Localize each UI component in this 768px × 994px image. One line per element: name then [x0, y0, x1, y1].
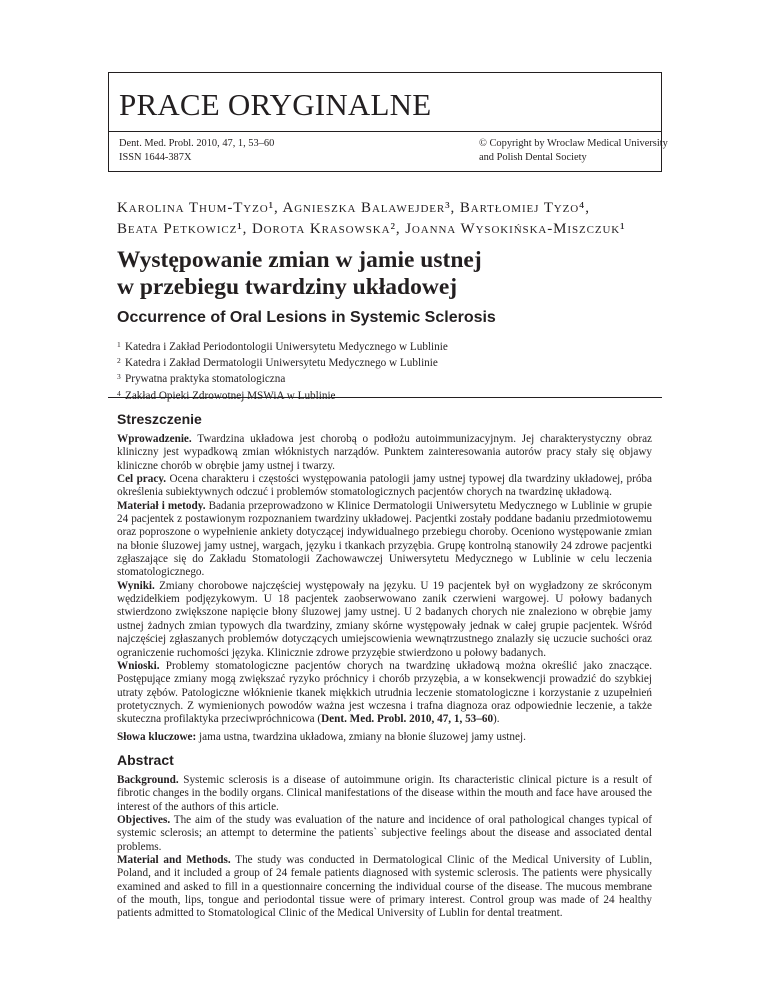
abstract-paragraph [117, 580, 652, 660]
keywords-label: Słowa kluczowe: [117, 730, 197, 743]
paragraph-text: The study was conducted in Dermatological Clinic of the Medical University of Lublin, Poland, and it included a group of 24 female patients diagnosed with systemic sclerosis. The patients were physically examined and asked to fill in a questionnaire concerning the individual course of the disease. The mucous membrane of the mouth, lips, tongue and periodontal tissue were of primary interest. Control group was made of 24 healthy patients admitted to Stomatological Clinic of the Medical University of Lublin for dental treatment. [117, 854, 652, 920]
paragraph-text: ). [493, 713, 500, 726]
abstract-paragraph [117, 433, 652, 473]
keywords-text: jama ustna, twardzina układowa, zmiany na błonie śluzowej jamy ustnej. [196, 730, 526, 743]
paragraph-text: Twardzina układowa jest chorobą o podłożu autoimmunizacyjnym. Jej charakterystyczny obraz kliniczny jest wypadkową zmian włóknistych narządów. Punktem zainteresowania autorów pracy stały się objawy kliniczne chorób w obrębie jamy ustnej i twarzy. [117, 433, 652, 472]
abstract-paragraph [117, 500, 652, 580]
issn-line: ISSN 1644-387X [119, 152, 192, 163]
citation-line: Dent. Med. Probl. 2010, 47, 1, 53–60 [119, 138, 275, 149]
paragraph-label: Material and Methods. [117, 854, 231, 867]
abstract-paragraph [117, 473, 652, 500]
author-line: Beata Petkowicz¹, Dorota Krasowska², Joanna Wysokińska-Miszczuk¹ [117, 221, 626, 237]
affiliation-number: 2 [117, 356, 121, 366]
paragraph-label: Cel pracy. [117, 473, 167, 486]
article-title-polish [117, 247, 677, 301]
paragraph-label: Wyniki. [117, 579, 155, 592]
paragraph-text: Zmiany chorobowe najczęściej występowały na języku. U 19 pacjentek był on wygładzony ze skróconym wędzidełkiem podjęzykowym. U 18 pacjentek zaobserwowano zanik czerwieni wargowej. U połowy badanych stwierdzono zwiększone napięcie błony śluzowej jamy ustnej. U 2 badanych chorych nie znaleziono w obrębie jamy ustnej żadnych zmian typowych dla twardziny, zmiany skórne występowały jednak w całej grupie pacjentek. Wśród najczęściej zgłaszanych problemów dotyczących umiejscowienia wewnątrzustnego znalazły się uczucie suchości oraz ograniczenie ruchomości języka. Klinicznie zdrowe przyzębie stwierdzono u połowy badanych. [117, 579, 652, 659]
paragraph-text: Badania przeprowadzono w Klinice Dermatologii Uniwersytetu Medycznego w Lublinie w grupie 24 pacjentek z postawionym rozpoznaniem twardziny układowej. Pacjentki zostały poddane badaniu przedmiotowemu oraz poproszone o wypełnienie ankiety dotyczącej indywidualnego przebiegu choroby. Oceniono występowanie zmian na błonie śluzowej jamy ustnej, wargach, języku i tkankach przyzębia. Grupę kontrolną stanowiły 24 zdrowe pacjentki zgłaszające się do Zakładu Stomatologii Zachowawczej Uniwersytetu Medycznego w Lublinie w celu leczenia stomatologicznego. [117, 499, 652, 579]
affiliation-text: Zakład Opieki Zdrowotnej MSWiA w Lublinie [125, 389, 336, 402]
header-divider [109, 131, 661, 132]
affiliation-number: 1 [117, 340, 121, 349]
paragraph-label: Objectives. [117, 814, 171, 827]
paragraph-text: Problemy stomatologiczne pacjentów chorych na twardzinę układową można określić jako znaczące. Postępujące zmiany mogą zwiększać ryzyko próchnicy i chorób przyzębia, a w konsekwencji prowadzić do szybkiej utraty zębów. Patologiczne włóknienie tkanek miękkich utrudnia leczenie stomatologiczne i korzystanie z uzupełnień protetycznych. Z wymienionych powodów ważna jest wczesna i trafna diagnoza oraz odpowiednie leczenie, a także skuteczna profilaktyka przeciwpróchnicowa ( [117, 659, 652, 726]
affiliation-item [117, 338, 677, 354]
english-abstract [117, 774, 652, 921]
journal-header-box [108, 72, 668, 172]
paragraph-label: Materiał i metody. [117, 499, 206, 512]
affiliation-text: Prywatna praktyka stomatologiczna [125, 373, 286, 386]
paragraph-label: Background. [117, 774, 179, 786]
affiliation-text: Katedra i Zakład Dermatologii Uniwersytetu Medycznego w Lublinie [125, 357, 438, 370]
title-line: Występowanie zmian w jamie ustnej [117, 247, 482, 273]
polish-abstract [117, 433, 652, 744]
author-list [117, 198, 677, 240]
paragraph-text: Ocena charakteru i częstości występowania patologii jamy ustnej typowej dla twardziny układowej, próba określenia subiektywnych odczuć i problemów stomatologicznych pacjentów chorych na twardzinę układową. [117, 473, 652, 499]
paragraph-label: Wnioski. [117, 659, 160, 672]
abstract-paragraph [117, 854, 652, 921]
keywords-line [117, 731, 652, 744]
journal-section-label: PRACE ORYGINALNE [119, 87, 432, 122]
affiliation-item [117, 354, 677, 370]
abstract-paragraph [117, 814, 652, 854]
paragraph-label: Wprowadzenie. [117, 433, 192, 445]
author-line: Karolina Thum-Tyzo¹, Agnieszka Balawejder³, Bartłomiej Tyzo⁴, [117, 200, 590, 216]
streszczenie-heading: Streszczenie [117, 411, 202, 427]
abstract-heading: Abstract [117, 752, 174, 768]
affiliation-text: Katedra i Zakład Periodontologii Uniwersytetu Medycznego w Lublinie [125, 341, 448, 353]
paragraph-text: The aim of the study was evaluation of the nature and incidence of oral pathological changes typical of systemic sclerosis; an attempt to determine the patients` subjective feelings about the disease and associated dental problems. [117, 814, 652, 853]
copyright-line: © Copyright by Wroclaw Medical University [479, 138, 668, 149]
section-divider [108, 397, 662, 398]
affiliation-number: 3 [117, 372, 121, 382]
copyright-line: and Polish Dental Society [479, 152, 587, 163]
affiliation-list [117, 338, 677, 403]
article-title-english: Occurrence of Oral Lesions in Systemic Sclerosis [117, 309, 496, 326]
title-line: w przebiegu twardziny układowej [117, 274, 458, 300]
journal-citation [119, 137, 274, 165]
abstract-paragraph [117, 660, 652, 727]
affiliation-item [117, 370, 677, 386]
abstract-paragraph [117, 774, 652, 814]
copyright-notice [479, 137, 668, 165]
affiliation-number: 4 [117, 388, 121, 398]
paragraph-text: Systemic sclerosis is a disease of autoimmune origin. Its characteristic clinical picture is a result of fibrotic changes in the bodily organs. Clinical manifestations of the disease within the mouth and face have aroused the interest of the authors of this article. [117, 774, 652, 813]
affiliation-item [117, 387, 677, 403]
inline-citation: Dent. Med. Probl. 2010, 47, 1, 53–60 [321, 713, 494, 726]
